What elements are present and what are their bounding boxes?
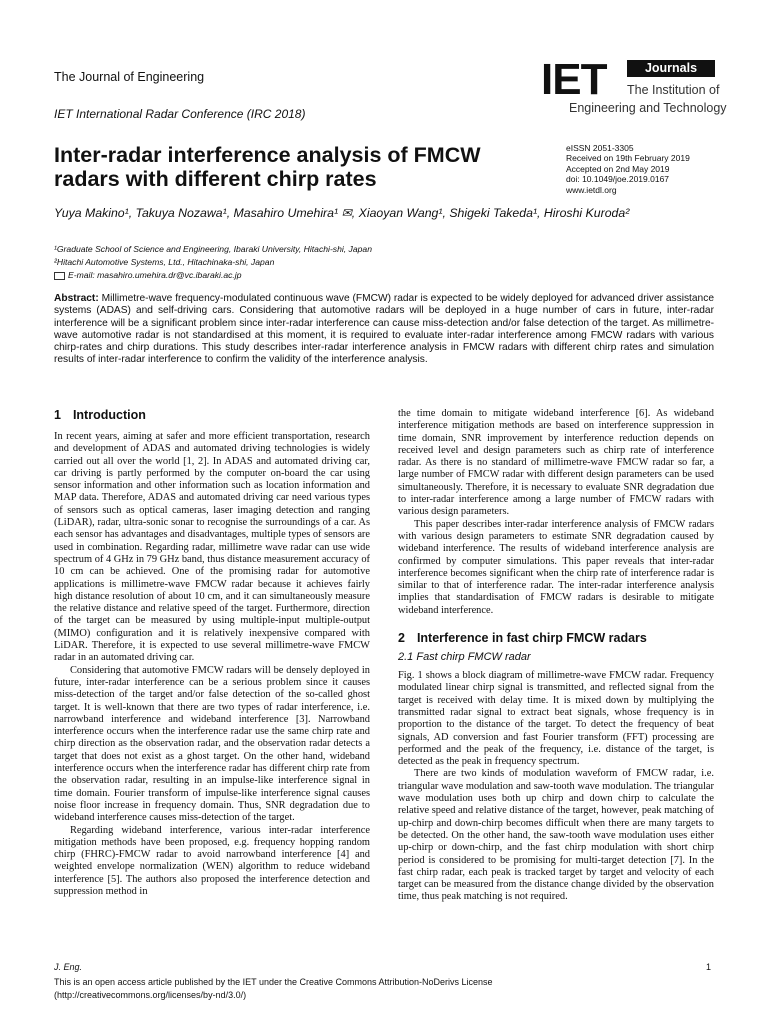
left-column bbox=[54, 408, 370, 898]
meta-doi[interactable]: doi: 10.1049/joe.2019.0167 bbox=[566, 174, 670, 185]
envelope-icon bbox=[54, 272, 65, 280]
section-2-heading bbox=[398, 631, 714, 646]
corresponding-email[interactable]: E-mail: masahiro.umehira.dr@vc.ibaraki.ac.jp bbox=[68, 270, 242, 280]
paragraph: Considering that automotive FMCW radars will be densely deployed in future, inter-radar interference can be a serious problem since it causes miss-detection of the target and/or false detection of the so-called ghost target. It is well-known that there are two types of radar interference, i.e. narrowband interference and wideband interference [3]. Narrowband interference occurs when the interference radar use the same chirp rate and chirp direction as the observation radar, and the observation radar detects a target that does not exist as a ghost target. On the other hand, wideband interference occurs when the interference radar has different chirp rate from the observation radar, resulting in an impulse-like interference signal in time domain. Fourier transform of impulse-like interference signal causes noise floor increase in frequency domain. Thus, SNR degradation due to wideband interference causes miss-detection of the target. bbox=[54, 664, 370, 824]
paragraph: Regarding wideband interference, various inter-radar interference mitigation methods have been proposed, e.g. frequency hopping random chirp (FHRC)-FMCW radar to avoid narrowband interference [4] and weighted envelope normalization (WEN) algorithm to reduce wideband interference [5]. The authors also proposed the interference detection and suppression method in bbox=[54, 824, 370, 897]
license-link[interactable]: (http://creativecommons.org/licenses/by-nd/3.0/) bbox=[54, 990, 247, 1000]
article-title: Inter-radar interference analysis of FMCW radars with different chirp rates bbox=[54, 143, 481, 191]
paragraph: There are two kinds of modulation waveform of FMCW radar, i.e. triangular wave modulation and saw-tooth wave modulation. The triangular wave modulation uses both up chirp and down chirp to calculate the relative speed and relative distance of the target, however, peak matching of up-chirp and down-chirp becomes difficult when there are many targets to be detected. On the other hand, the saw-tooth wave modulation uses either up-chirp or down-chirp, and the fast chirp modulation with short chirp period is considered to be promising for multi-target detection [7]. In the fast chirp radar, each peak is tracked target by target and velocity of each target can be measured from the distance change divided by the observation time, thus peak matching is not required. bbox=[398, 768, 714, 903]
section-2-title: Interference in fast chirp FMCW radars bbox=[416, 631, 647, 646]
email-line bbox=[54, 269, 372, 282]
affiliation-1: ¹Graduate School of Science and Engineering, Ibaraki University, Hitachi-shi, Japan bbox=[54, 244, 372, 254]
license-notice bbox=[54, 976, 714, 1002]
iet-logo bbox=[541, 55, 727, 122]
footer-journal: J. Eng. bbox=[54, 962, 83, 972]
logo-institution-line1: The Institution of bbox=[627, 83, 720, 97]
paragraph: This paper describes inter-radar interference analysis of FMCW radars with various design parameters to estimate SNR degradation caused by wideband interference. The results of wideband interference analysis are confirmed by computer simulations. This paper reveals that inter-radar interference becomes significant when the chirp rate of interference radar is similar to that of interference radar. The inter-radar interference analysis implies that standardisation of FMCW radars is desirable to mitigate wideband interference. bbox=[398, 518, 714, 616]
section-1-heading bbox=[54, 408, 370, 423]
subsection-2-1-heading: 2.1 Fast chirp FMCW radar bbox=[398, 651, 531, 664]
right-column bbox=[398, 408, 714, 904]
article-meta bbox=[566, 143, 690, 195]
logo-institution-line2: Engineering and Technology bbox=[569, 101, 727, 115]
conference-name: IET International Radar Conference (IRC 2018) bbox=[54, 107, 306, 121]
meta-eissn: eISSN 2051-3305 bbox=[566, 143, 634, 153]
section-1-number: 1 bbox=[54, 408, 61, 422]
section-2-number: 2 bbox=[398, 631, 405, 646]
author-list: Yuya Makino¹, Takuya Nozawa¹, Masahiro Umehira¹ ✉, Xiaoyan Wang¹, Shigeki Takeda¹, Hiroshi Kuroda² bbox=[54, 206, 630, 220]
abstract-text: Millimetre-wave frequency-modulated continuous wave (FMCW) radar is expected to be widely deployed for advanced driver assistance systems (ADAS) and self-driving cars. Considering that automotive radars will be deployed in a huge number of cars in future, inter-radar interference will be a significant problem since inter-radar interference can cause miss-detection and/or false detection of the target. As millimetre-wave automotive radar is not standardised at this moment, it is required to evaluate inter-radar interference among FMCW radars with various chirp-rates and chirp durations. This study describes inter-radar interference analysis in FMCW radars with different chirp rates and simulation results of inter-radar interference to confirm the validity of the interference analysis. bbox=[54, 293, 714, 366]
journal-name: The Journal of Engineering bbox=[54, 70, 205, 84]
affiliations bbox=[54, 243, 372, 282]
meta-website[interactable]: www.ietdl.org bbox=[566, 184, 617, 195]
page-number: 1 bbox=[706, 962, 712, 972]
abstract bbox=[54, 293, 714, 367]
abstract-label: Abstract: bbox=[54, 293, 99, 304]
meta-accepted: Accepted on 2nd May 2019 bbox=[566, 163, 670, 174]
logo-journals-badge: Journals bbox=[627, 60, 715, 77]
meta-received: Received on 19th February 2019 bbox=[566, 153, 690, 164]
paragraph-continued: the time domain to mitigate wideband interference [6]. As wideband interference mitigation methods are based on interference suppression in time domain, SNR improvement by interference reduction depends on received level and design parameters such as chirp rate of interference radar. As there is no standard of millimetre-wave FMCW radar so far, a large number of FMCW radar with different design parameters can be used simultaneously. Therefore, it is necessary to evaluate SNR degradation due to inter-radar interference among a large number of FMCW radars with various design parameters. bbox=[398, 408, 714, 518]
paragraph: In recent years, aiming at safer and more efficient transportation, research and development of ADAS and automated driving technologies is widely carried out all over the world [1, 2]. In ADAS and automated driving car, car driving is partly performed by the computer on-board the car using sensor information and other information such as location information and MAP data. Therefore, ADAS and automated driving car need various types of sensors such as optical cameras, laser imaging detection and ranging (LiDAR), radar, ultra-sonic sonar to recognise the surroundings of a car. As each sensor has advantages and disadvantages, multiple types of sensors are used in combination. Regarding radar, millimetre wave radar can use wide spectrum of 4 GHz in 79 GHz band, thus distance measurement accuracy of 10 cm can be achieved. One of the promising radar for automotive applications is millimetre-wave FMCW radar because it achieves fairly high distance resolution of about 10 cm, and it can simultaneously measure the relative distance and relative speed of the target. Furthermore, direction of the target can be measured by using multiple-input multiple-output (MIMO) configuration and it is relatively inexpensive compared with LiDAR. Therefore, it is expected to use several millimetre-wave FMCW radar in an automated driving car. bbox=[54, 431, 370, 664]
paragraph: Fig. 1 shows a block diagram of millimetre-wave FMCW radar. Frequency modulated linear chirp signal is transmitted, and reflected signal from the target is received with delay time. It is mixed down by multiplying the transmitted radar signal to extract beat signals, whose frequency is in proportion to the distance of the target. To detect the frequency of beat signals, AD conversion and fast Fourier transform (FFT) processing are performed and the peak of the frequency, i.e. distance of the target, is detected as the peak in frequency spectrum. bbox=[398, 670, 714, 768]
section-1-title: Introduction bbox=[72, 408, 146, 422]
affiliation-2: ²Hitachi Automotive Systems, Ltd., Hitachinaka-shi, Japan bbox=[54, 257, 275, 267]
license-line-1: This is an open access article published by the IET under the Creative Commons Attribution-NoDerivs License bbox=[54, 977, 493, 987]
logo-iet-text: IET bbox=[541, 55, 607, 104]
